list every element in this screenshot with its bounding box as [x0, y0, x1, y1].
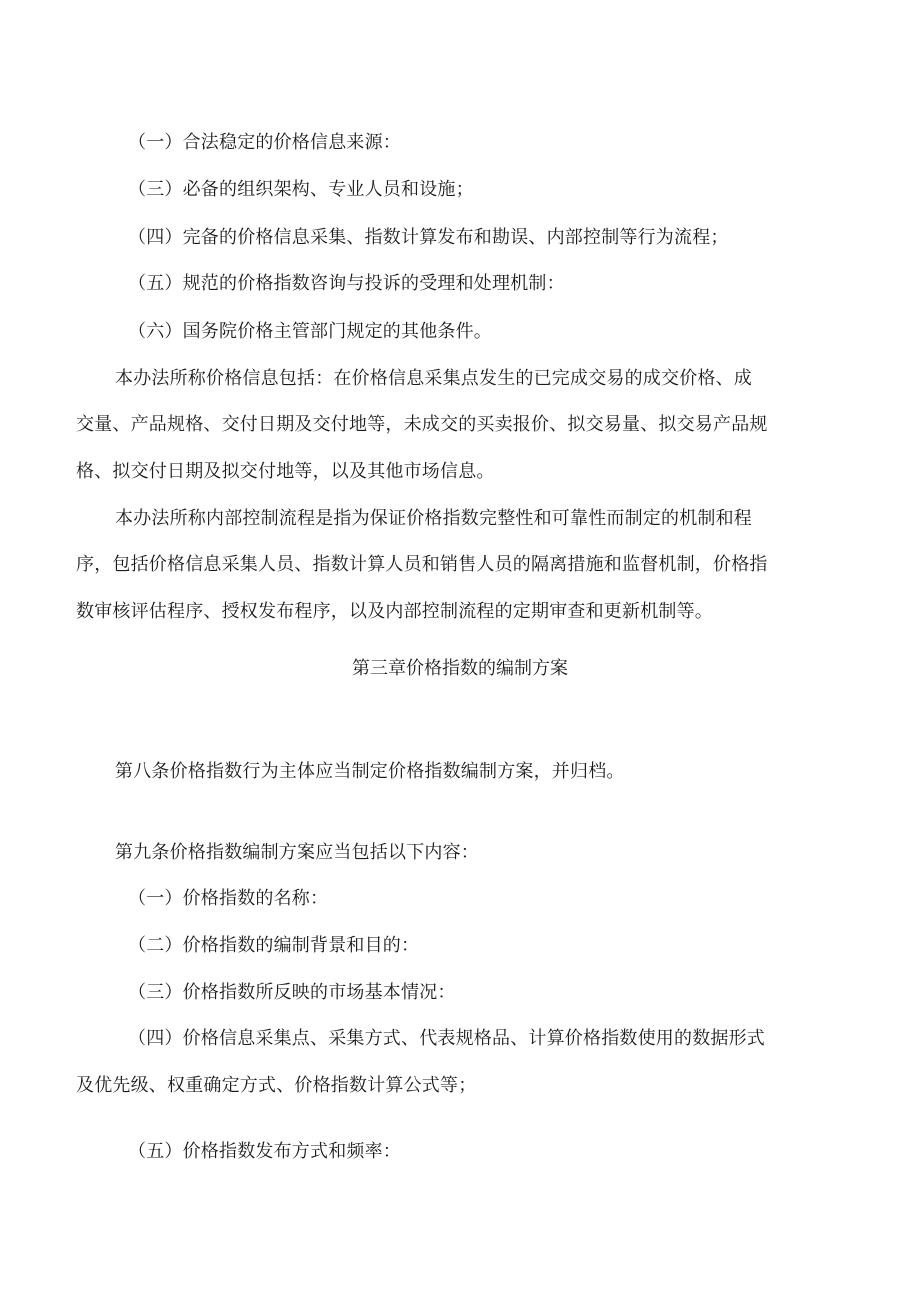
item-4: （四）完备的价格信息采集、指数计算发布和勘误、内部控制等行为流程；: [128, 227, 729, 248]
article-9-item-3: （三）价格指数所反映的市场基本情况：: [128, 982, 456, 1003]
paragraph-line: 本办法所称价格信息包括：在价格信息采集点发生的已完成交易的成交价格、成: [115, 368, 752, 389]
paragraph-line: 格、拟交付日期及拟交付地等，以及其他市场信息。: [76, 461, 495, 482]
paragraph-line: 序，包括价格信息采集人员、指数计算人员和销售人员的隔离措施和监督机制，价格指: [76, 554, 768, 575]
item-3: （三）必备的组织架构、专业人员和设施；: [128, 179, 474, 200]
article-9-item-2: （二）价格指数的编制背景和目的：: [128, 935, 420, 956]
paragraph-line: 交量、产品规格、交付日期及交付地等，未成交的买卖报价、拟交易量、拟交易产品规: [76, 414, 768, 435]
paragraph-line: （四）价格信息采集点、采集方式、代表规格品、计算价格指数使用的数据形式: [128, 1028, 765, 1049]
article-9-item-1: （一）价格指数的名称：: [128, 888, 329, 909]
paragraph-line: 本办法所称内部控制流程是指为保证价格指数完整性和可靠性而制定的机制和程: [115, 508, 752, 529]
article-9-item-5: （五）价格指数发布方式和频率：: [128, 1141, 401, 1162]
article-8: 第八条价格指数行为主体应当制定价格指数编制方案，并归档。: [115, 761, 625, 782]
chapter-title: 第三章价格指数的编制方案: [352, 658, 568, 679]
item-1: （一）合法稳定的价格信息来源：: [128, 132, 401, 153]
paragraph-line: 及优先级、权重确定方式、价格指数计算公式等；: [76, 1075, 477, 1096]
paragraph-line: 数审核评估程序、授权发布程序，以及内部控制流程的定期审查和更新机制等。: [76, 601, 713, 622]
item-6: （六）国务院价格主管部门规定的其他条件。: [128, 321, 492, 342]
item-5: （五）规范的价格指数咨询与投诉的受理和处理机制：: [128, 273, 565, 294]
article-9: 第九条价格指数编制方案应当包括以下内容：: [115, 842, 479, 863]
